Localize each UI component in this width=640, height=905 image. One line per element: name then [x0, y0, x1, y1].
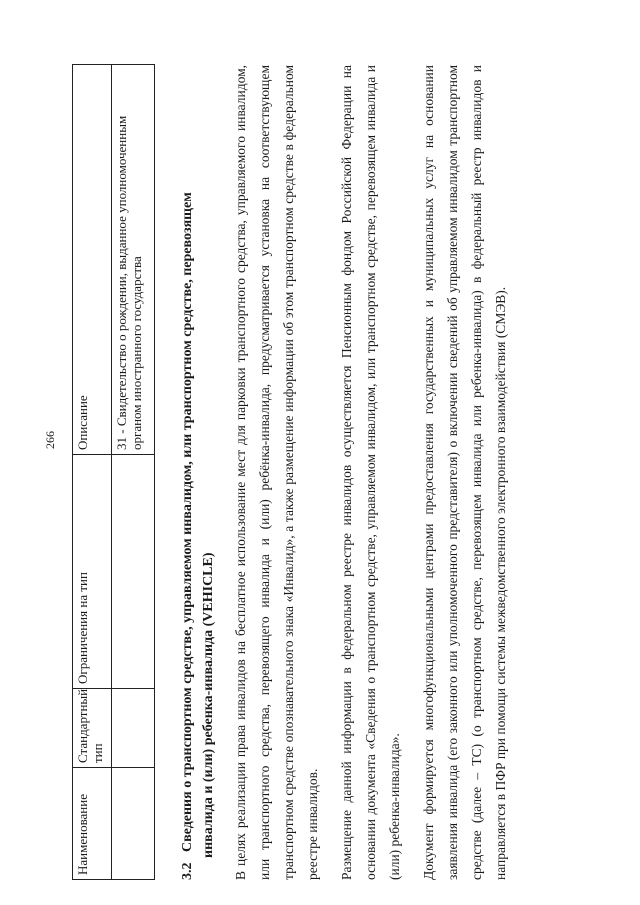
paragraph-purpose: В целях реализации права инвалидов на бесплатное использование мест для парковки транспортного средства, управляемого инвалидом, или транспортного средства, перевозящего инвалида и (или) ребёнка-инвалида, предусматривается установка на соответствующем транспортном средстве опознавательного знака «Инвалид», а также размещение информации об этом транспортном средстве в федеральном реестре инвалидов.	[233, 65, 320, 880]
rotated-page-content	[72, 65, 542, 880]
table-header-row	[73, 65, 112, 880]
column-header-type-restrictions: Ограничения на тип	[73, 455, 112, 689]
table-cell-standard-type	[112, 689, 155, 768]
section-heading	[177, 65, 219, 880]
section-title-line2: инвалида и (или) ребенка-инвалида (VEHICLE)	[201, 552, 216, 858]
table-row	[112, 65, 155, 880]
column-header-standard-type: Стандартный тип	[73, 689, 112, 768]
column-header-description: Описание	[73, 65, 112, 455]
attributes-table	[72, 64, 155, 880]
paragraph-document-formation: Документ формируется многофункциональными центрами предоставления государственных и муниципальных услуг на основании заявления инвалида (его законного или уполномоченного представителя) о включении сведений об управляемом инвалидом транспортном средстве (далее – ТС) (о транспортном средстве, перевозящем инвалида или ребенка-инвалида) в федеральный реестр инвалидов и направляется в ПФР при помощи системы межведомственного электронного взаимодействия (СМЭВ).	[421, 65, 508, 880]
table-cell-name	[112, 768, 155, 880]
column-header-name: Наименование	[73, 768, 112, 880]
page-number: 266	[43, 431, 57, 449]
section-number: 3.2	[180, 862, 195, 880]
table-cell-description: 31 - Свидетельство о рождении, выданное уполномоченным органом иностранного государства	[112, 65, 155, 455]
paragraph-placement: Размещение данной информации в федеральном реестре инвалидов осуществляется Пенсионным фондом Российской Федерации на основании документа «Сведения о транспортном средстве, управляемом инвалидом, или транспортном средстве, перевозящем инвалида и (или) ребенка-инвалида».	[339, 65, 402, 880]
table-cell-type-restrictions	[112, 455, 155, 689]
section-title-line1: Сведения о транспортном средстве, управляемом инвалидом, или транспортном средстве, перевозящем	[180, 192, 195, 852]
